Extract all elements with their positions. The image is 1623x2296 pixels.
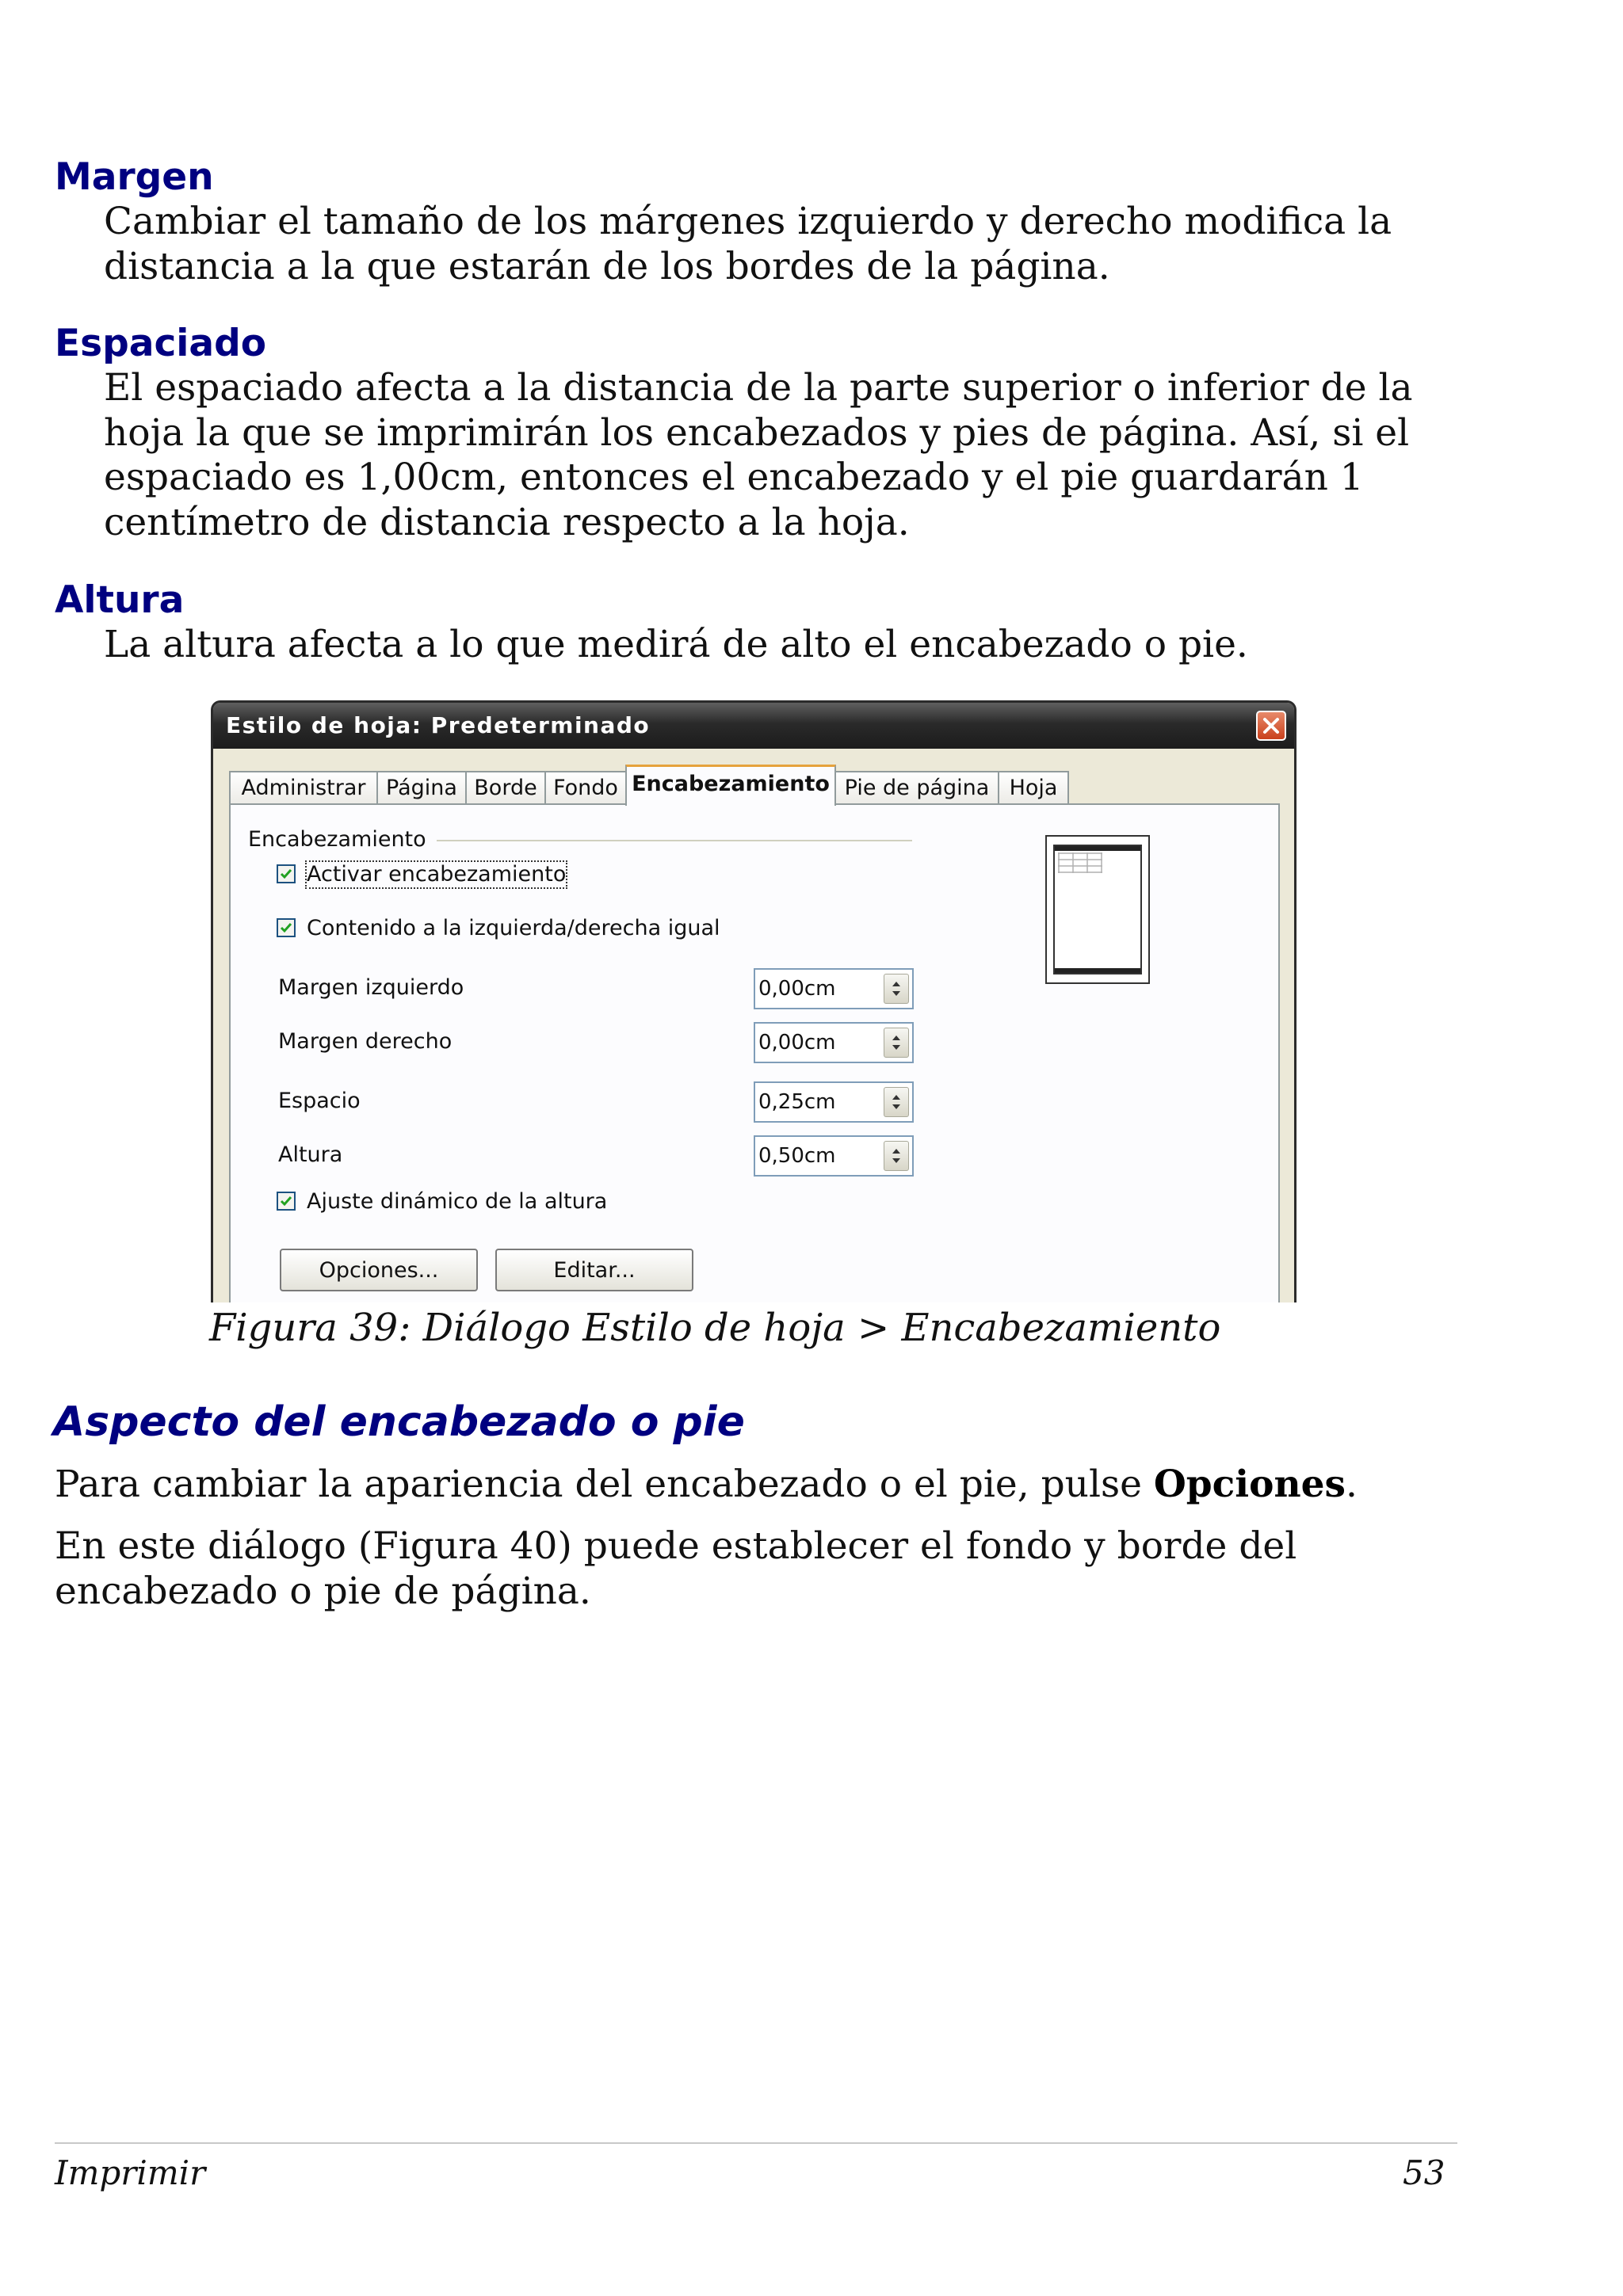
tab-hoja[interactable]: Hoja [998,771,1069,804]
espacio-stepper[interactable] [754,1081,914,1123]
spin-arrows-icon[interactable] [884,1028,909,1058]
checkmark-icon [279,867,293,881]
dialog-tabs [229,765,1278,804]
spin-arrows-icon[interactable] [884,1087,909,1117]
paragraph-dialogo: En este diálogo (Figura 40) puede establecer el fondo y borde del encabezado o pie de página. [55,1524,1297,1613]
tab-administrar[interactable]: Administrar [229,771,378,804]
page-style-dialog [211,700,1296,1302]
section-heading: Aspecto del encabezado o pie [53,1398,745,1446]
footer-divider [55,2142,1457,2144]
contenido-igual-checkbox[interactable] [277,918,296,937]
paragraph-text: Para cambiar la apariencia del encabezado o el pie, pulse [55,1463,1154,1506]
tab-panel [229,803,1280,1302]
altura-input[interactable] [758,1142,869,1170]
checkmark-icon [279,921,293,935]
group-divider [437,840,912,841]
margen-derecho-stepper[interactable] [754,1022,914,1063]
margen-derecho-input[interactable] [758,1028,869,1057]
margen-izquierdo-label: Margen izquierdo [278,975,464,1000]
margen-izquierdo-stepper[interactable] [754,968,914,1009]
opciones-emphasis: Opciones [1153,1463,1346,1506]
ajuste-dinamico-checkbox[interactable] [277,1192,296,1211]
spin-arrows-icon[interactable] [884,974,909,1004]
dialog-title: Estilo de hoja: Predeterminado [226,712,651,738]
page-number: 53 [1403,2153,1445,2192]
dialog-titlebar [213,703,1294,749]
ajuste-dinamico-label: Ajuste dinámico de la altura [307,1189,608,1214]
espacio-label: Espacio [278,1089,361,1113]
paragraph-opciones [55,1463,1465,1508]
altura-label: Altura [278,1142,343,1167]
activar-encabezamiento-checkbox[interactable] [277,864,296,883]
opciones-button[interactable]: Opciones... [280,1249,478,1291]
spin-arrows-icon[interactable] [884,1141,909,1171]
preview-page-outline [1053,845,1142,974]
preview-header-bar [1055,846,1140,851]
tab-borde[interactable]: Borde [465,771,546,804]
figure-caption: Figura 39: Diálogo Estilo de hoja > Encabezamiento [209,1306,1221,1350]
term-espaciado: Espaciado [55,322,267,365]
checkmark-icon [279,1194,293,1208]
definition-altura: La altura afecta a lo que medirá de alto el encabezado o pie. [104,623,1248,666]
preview-footer-bar [1055,968,1140,973]
footer-chapter: Imprimir [55,2153,206,2192]
editar-button[interactable]: Editar... [495,1249,693,1291]
contenido-igual-label: Contenido a la izquierda/derecha igual [307,916,720,940]
altura-stepper[interactable] [754,1135,914,1177]
close-icon [1262,717,1280,734]
activar-encabezamiento-label: Activar encabezamiento [307,862,567,887]
header-grid-icon [1058,852,1102,873]
margen-derecho-label: Margen derecho [278,1029,453,1054]
close-button[interactable] [1256,711,1286,741]
tab-encabezamiento[interactable]: Encabezamiento [625,765,836,806]
definition-espaciado: El espaciado afecta a la distancia de la parte superior o inferior de la hoja la que se imprimirán los encabezados y pies de página. Así, si el espaciado es 1,00cm, entonces el encabezado y el pie guardarán 1 centímetro de distancia respecto a la hoja. [104,366,1413,544]
definition-margen: Cambiar el tamaño de los márgenes izquierdo y derecho modifica la distancia a la que estarán de los bordes de la página. [104,200,1392,288]
tab-pagina[interactable]: Página [376,771,467,804]
paragraph-period: . [1346,1463,1358,1506]
page-preview [1045,835,1150,984]
espacio-input[interactable] [758,1088,869,1116]
term-margen: Margen [55,155,214,199]
tab-fondo[interactable]: Fondo [544,771,627,804]
tab-pie-de-pagina[interactable]: Pie de página [834,771,999,804]
margen-izquierdo-input[interactable] [758,974,869,1003]
term-altura: Altura [55,578,185,622]
group-label: Encabezamiento [248,827,433,852]
